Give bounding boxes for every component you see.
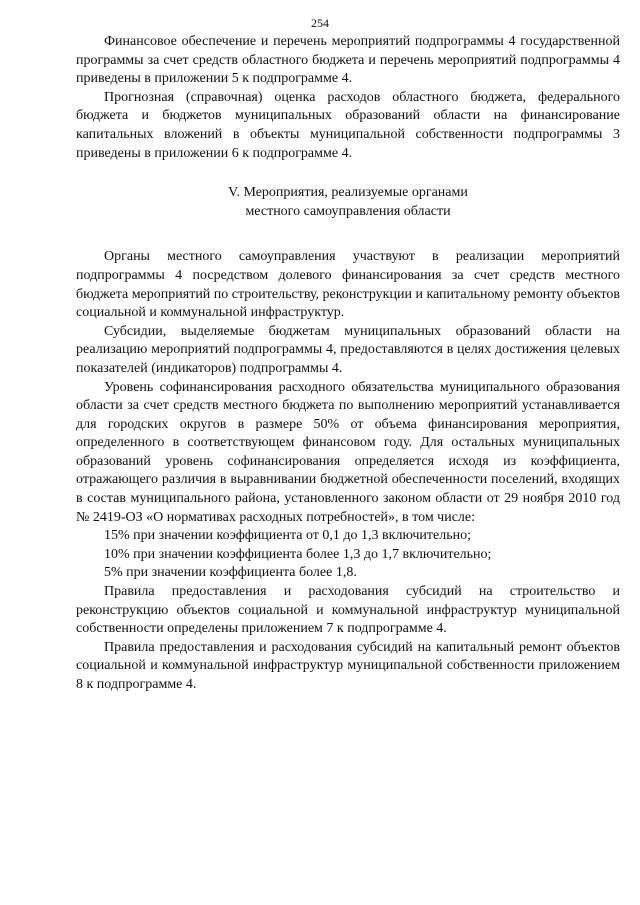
rate-list-item-2: 10% при значении коэффициента более 1,3 до 1,7 включительно; bbox=[104, 546, 492, 562]
page-content bbox=[76, 33, 620, 695]
intro-paragraph-2: Прогнозная (справочная) оценка расходов областного бюджета, федерального бюджета и бюджетов муниципальных образований области на финансирование капитальных вложений в объекты муниципальной собственности подпрограммы 3 приведены в приложении 6 к подпрограмме 4. bbox=[76, 89, 620, 161]
section-title-line-2: местного самоуправления области bbox=[245, 203, 451, 219]
intro-paragraph-1: Финансовое обеспечение и перечень мероприятий подпрограммы 4 государственной программы за счет средств областного бюджета и перечень мероприятий подпрограммы 4 приведены в приложении 5 к подпрограмме 4. bbox=[76, 34, 620, 87]
body-paragraph-2: Субсидии, выделяемые бюджетам муниципальных образований области на реализацию мероприятий подпрограммы 4, предоставляются в целях достижения целевых показателей (индикаторов) подпрограммы 4. bbox=[76, 323, 620, 376]
closing-paragraph-2: Правила предоставления и расходования субсидий на капитальный ремонт объектов социальной и коммунальной инфраструктур муниципальной собственности приложением 8 к подпрограмме 4. bbox=[76, 639, 620, 692]
body-paragraph-3: Уровень софинансирования расходного обязательства муниципального образования области за счет средств местного бюджета по выполнению мероприятий устанавливается для городских округов в размере 50% от объема финансирования мероприятия, определенного в соответствующем финансовом году. Для остальных муниципальных образований уровень софинансирования определяется исходя из коэффициента, отражающего различия в выравнивании бюджетной обеспеченности поселений, входящих в состав муниципального района, установленного законом области от 29 ноября 2010 год № 2419-ОЗ «О нормативах расходных потребностей», в том числе: bbox=[76, 379, 620, 525]
body-paragraph-1: Органы местного самоуправления участвуют в реализации мероприятий подпрограммы 4 посредством долевого финансирования за счет средств местного бюджета мероприятий по строительству, реконструкции и капитальному ремонту объектов социальной и коммунальной инфраструктур. bbox=[76, 249, 621, 321]
rate-list-item-1: 15% при значении коэффициента от 0,1 до 1,3 включительно; bbox=[104, 528, 471, 544]
section-title-line-1: V. Мероприятия, реализуемые органами bbox=[228, 185, 468, 201]
rate-list-item-3: 5% при значении коэффициента более 1,8. bbox=[104, 565, 357, 581]
page-number: 254 bbox=[311, 16, 329, 30]
closing-paragraph-1: Правила предоставления и расходования субсидий на строительство и реконструкцию объектов социальной и коммунальной инфраструктур муниципальной собственности определены приложением 7 к подпрограмме 4. bbox=[76, 584, 620, 637]
section-heading bbox=[76, 184, 620, 221]
